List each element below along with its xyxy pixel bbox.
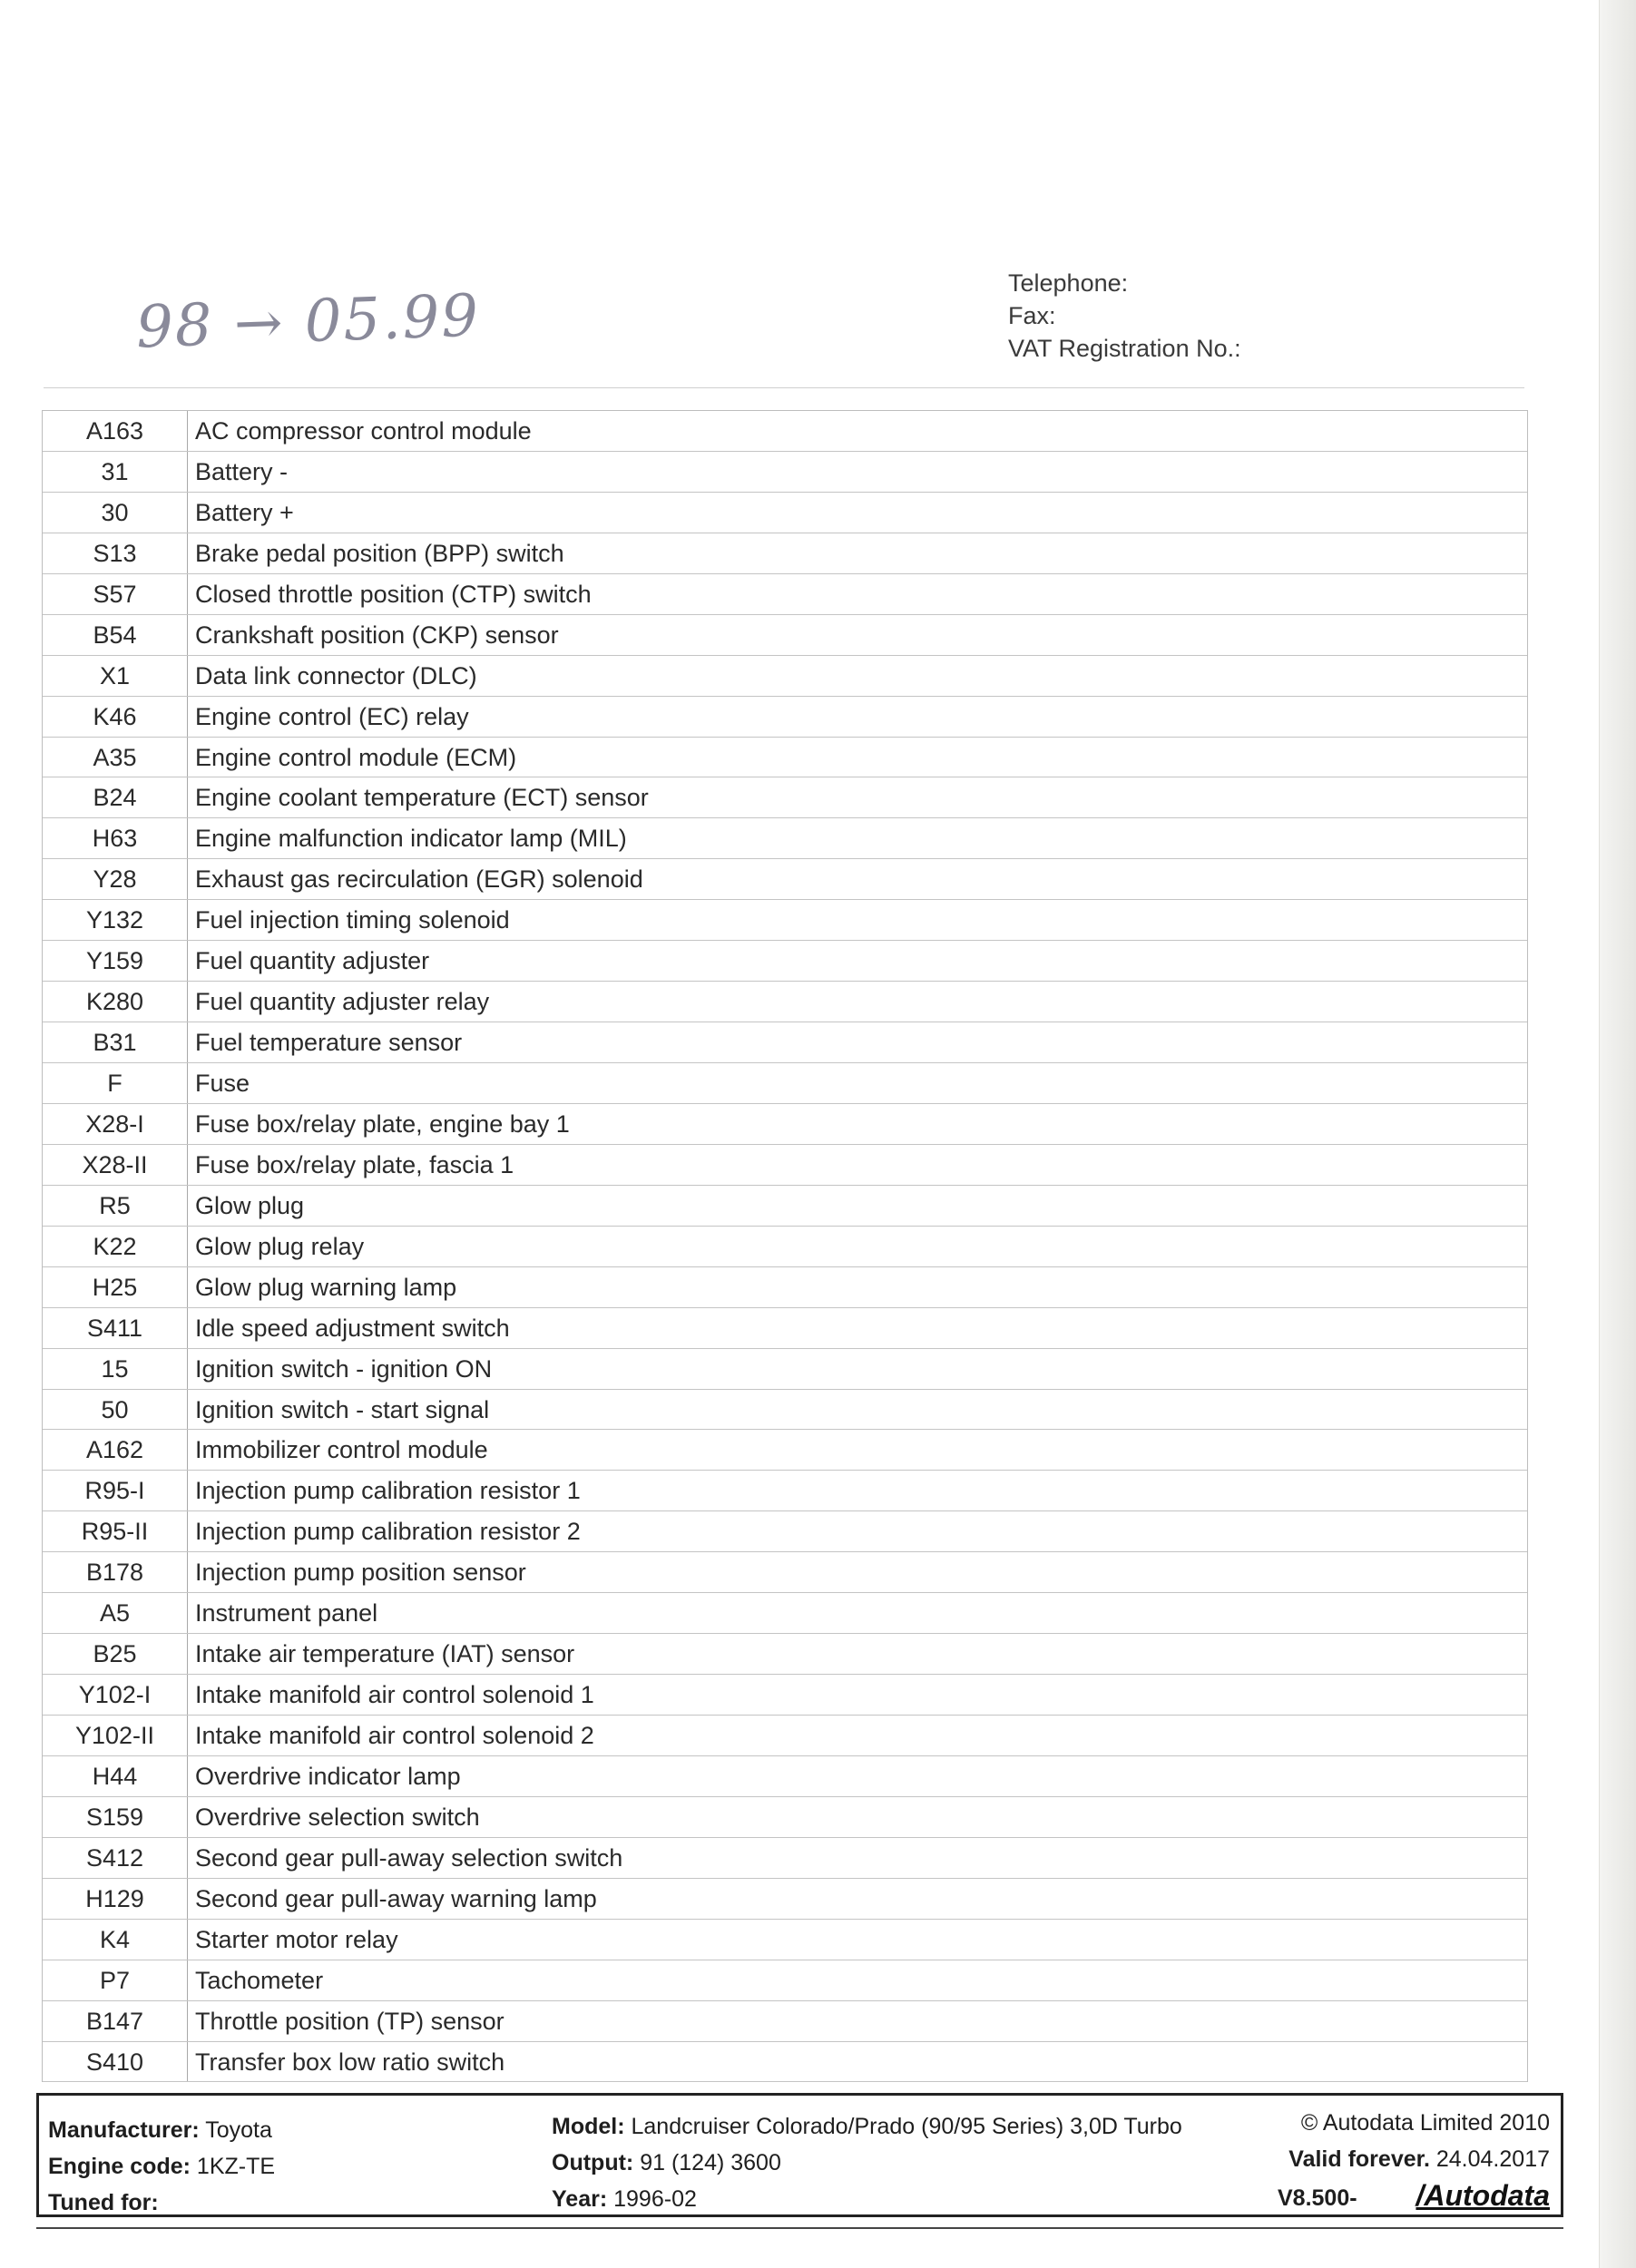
component-list [42, 410, 1528, 2082]
component-code: Y102-II [43, 1716, 188, 1755]
table-row [43, 1879, 1527, 1920]
manufacturer-label: Manufacturer: [48, 2117, 200, 2143]
table-row [43, 656, 1527, 697]
handwritten-note: 98 → 05.99 [134, 282, 482, 362]
component-code: S412 [43, 1838, 188, 1878]
header-divider [44, 387, 1524, 388]
component-description: Instrument panel [195, 1599, 378, 1628]
table-row [43, 1920, 1527, 1960]
version: V8.500- [1278, 2185, 1357, 2211]
component-code: S410 [43, 2042, 188, 2082]
manufacturer-value: Toyota [205, 2117, 272, 2143]
component-code: S159 [43, 1797, 188, 1837]
table-row [43, 697, 1527, 738]
bottom-divider [36, 2227, 1563, 2229]
component-description: Glow plug relay [195, 1232, 365, 1260]
component-description: Fuse [195, 1070, 250, 1097]
copyright: © Autodata Limited 2010 [1300, 2110, 1550, 2136]
component-code: Y28 [43, 859, 188, 899]
component-description: Injection pump position sensor [195, 1559, 526, 1587]
component-description: Engine control (EC) relay [195, 702, 469, 730]
component-description: Fuel quantity adjuster relay [195, 988, 490, 1016]
component-description: Transfer box low ratio switch [195, 2048, 505, 2076]
component-description: Engine malfunction indicator lamp (MIL) [195, 825, 627, 853]
model-label: Model: [552, 2114, 625, 2139]
model-value: Landcruiser Colorado/Prado (90/95 Series) 3,0D Turbo [631, 2114, 1182, 2139]
component-code: R95-I [43, 1471, 188, 1510]
component-code: 15 [43, 1349, 188, 1389]
table-row [43, 900, 1527, 941]
table-row [43, 1022, 1527, 1063]
component-description: Injection pump calibration resistor 1 [195, 1477, 581, 1505]
fax-label: Fax: [1008, 302, 1056, 329]
engine-code-value: 1KZ-TE [196, 2154, 276, 2179]
valid-date: 24.04.2017 [1435, 2146, 1550, 2172]
table-row [43, 1960, 1527, 2001]
component-code: Y159 [43, 941, 188, 981]
table-row [43, 1838, 1527, 1879]
component-description: Fuel temperature sensor [195, 1029, 463, 1057]
component-code: A163 [43, 411, 188, 451]
component-description: Idle speed adjustment switch [195, 1314, 510, 1342]
component-description: Battery - [195, 457, 289, 485]
output-value: 91 (124) 3600 [640, 2150, 781, 2175]
component-description: Starter motor relay [195, 1925, 398, 1953]
component-description: Crankshaft position (CKP) sensor [195, 621, 559, 649]
component-description: Glow plug warning lamp [195, 1273, 457, 1301]
component-description: Tachometer [195, 1966, 324, 1994]
table-row [43, 1716, 1527, 1756]
component-description: Fuse box/relay plate, fascia 1 [195, 1150, 514, 1178]
component-code: R5 [43, 1186, 188, 1226]
component-description: Second gear pull-away selection switch [195, 1843, 623, 1872]
table-row [43, 941, 1527, 982]
table-row [43, 1756, 1527, 1797]
component-code: H129 [43, 1879, 188, 1919]
table-row [43, 2042, 1527, 2083]
component-code: 50 [43, 1390, 188, 1430]
component-code: A162 [43, 1430, 188, 1470]
table-row [43, 1104, 1527, 1145]
component-code: S57 [43, 574, 188, 614]
table-row [43, 1511, 1527, 1552]
year-value: 1996-02 [613, 2186, 697, 2212]
component-code: S411 [43, 1308, 188, 1348]
component-description: Throttle position (TP) sensor [195, 2007, 505, 2035]
component-description: Intake manifold air control solenoid 1 [195, 1681, 594, 1709]
component-description: Glow plug [195, 1191, 305, 1219]
year-label: Year: [552, 2186, 608, 2212]
component-code: B24 [43, 777, 188, 817]
component-code: F [43, 1063, 188, 1103]
table-row [43, 1063, 1527, 1104]
contact-block [1008, 267, 1241, 365]
paper-edge [1599, 0, 1636, 2268]
table-row [43, 615, 1527, 656]
component-code: X1 [43, 656, 188, 696]
component-code: Y102-I [43, 1675, 188, 1715]
component-code: B178 [43, 1552, 188, 1592]
component-code: B147 [43, 2001, 188, 2041]
component-code: K46 [43, 697, 188, 737]
component-code: B25 [43, 1634, 188, 1674]
valid-label: Valid forever. [1288, 2146, 1430, 2172]
table-row [43, 859, 1527, 900]
table-row [43, 1430, 1527, 1471]
component-code: 30 [43, 493, 188, 533]
component-description: Fuel injection timing solenoid [195, 906, 510, 934]
table-row [43, 1552, 1527, 1593]
table-row [43, 1471, 1527, 1511]
component-description: AC compressor control module [195, 417, 532, 445]
component-description: Closed throttle position (CTP) switch [195, 580, 592, 608]
component-code: P7 [43, 1960, 188, 2000]
table-row [43, 1349, 1527, 1390]
table-row [43, 777, 1527, 818]
table-row [43, 411, 1527, 452]
autodata-logo: /Autodata [1416, 2179, 1550, 2212]
table-row [43, 1145, 1527, 1186]
component-description: Overdrive selection switch [195, 1803, 480, 1831]
component-description: Immobilizer control module [195, 1436, 488, 1464]
table-row [43, 1593, 1527, 1634]
table-row [43, 1186, 1527, 1227]
component-description: Overdrive indicator lamp [195, 1762, 461, 1790]
engine-code-label: Engine code: [48, 2154, 191, 2179]
component-description: Ignition switch - ignition ON [195, 1354, 493, 1383]
component-code: X28-II [43, 1145, 188, 1185]
component-code: R95-II [43, 1511, 188, 1551]
component-code: H44 [43, 1756, 188, 1796]
component-code: 31 [43, 452, 188, 492]
tuned-for-label: Tuned for: [48, 2190, 159, 2215]
component-code: S13 [43, 533, 188, 573]
component-code: B54 [43, 615, 188, 655]
component-code: H63 [43, 818, 188, 858]
component-code: K22 [43, 1227, 188, 1266]
vehicle-info-footer [36, 2093, 1563, 2217]
component-description: Injection pump calibration resistor 2 [195, 1518, 581, 1546]
component-description: Brake pedal position (BPP) switch [195, 539, 564, 567]
component-code: Y132 [43, 900, 188, 940]
component-code: A35 [43, 738, 188, 777]
table-row [43, 1797, 1527, 1838]
table-row [43, 1227, 1527, 1267]
telephone-label: Telephone: [1008, 269, 1129, 297]
table-row [43, 1390, 1527, 1431]
table-row [43, 1675, 1527, 1716]
component-code: B31 [43, 1022, 188, 1062]
component-code: A5 [43, 1593, 188, 1633]
component-code: K4 [43, 1920, 188, 1960]
table-row [43, 452, 1527, 493]
table-row [43, 493, 1527, 533]
component-description: Intake air temperature (IAT) sensor [195, 1640, 575, 1668]
component-description: Second gear pull-away warning lamp [195, 1884, 597, 1912]
component-description: Intake manifold air control solenoid 2 [195, 1722, 594, 1749]
component-description: Battery + [195, 498, 294, 526]
table-row [43, 574, 1527, 615]
component-description: Data link connector (DLC) [195, 661, 477, 689]
vat-label: VAT Registration No.: [1008, 335, 1241, 362]
component-description: Fuel quantity adjuster [195, 947, 430, 975]
table-row [43, 982, 1527, 1022]
table-row [43, 1634, 1527, 1675]
component-code: H25 [43, 1267, 188, 1307]
table-row [43, 533, 1527, 574]
table-row [43, 1267, 1527, 1308]
table-row [43, 818, 1527, 859]
component-description: Ignition switch - start signal [195, 1395, 490, 1423]
table-row [43, 2001, 1527, 2042]
component-description: Engine coolant temperature (ECT) sensor [195, 784, 649, 812]
table-row [43, 1308, 1527, 1349]
component-description: Exhaust gas recirculation (EGR) solenoid [195, 865, 643, 894]
component-description: Engine control module (ECM) [195, 743, 517, 771]
table-row [43, 738, 1527, 778]
component-description: Fuse box/relay plate, engine bay 1 [195, 1110, 570, 1138]
output-label: Output: [552, 2150, 634, 2175]
component-code: X28-I [43, 1104, 188, 1144]
component-code: K280 [43, 982, 188, 1022]
